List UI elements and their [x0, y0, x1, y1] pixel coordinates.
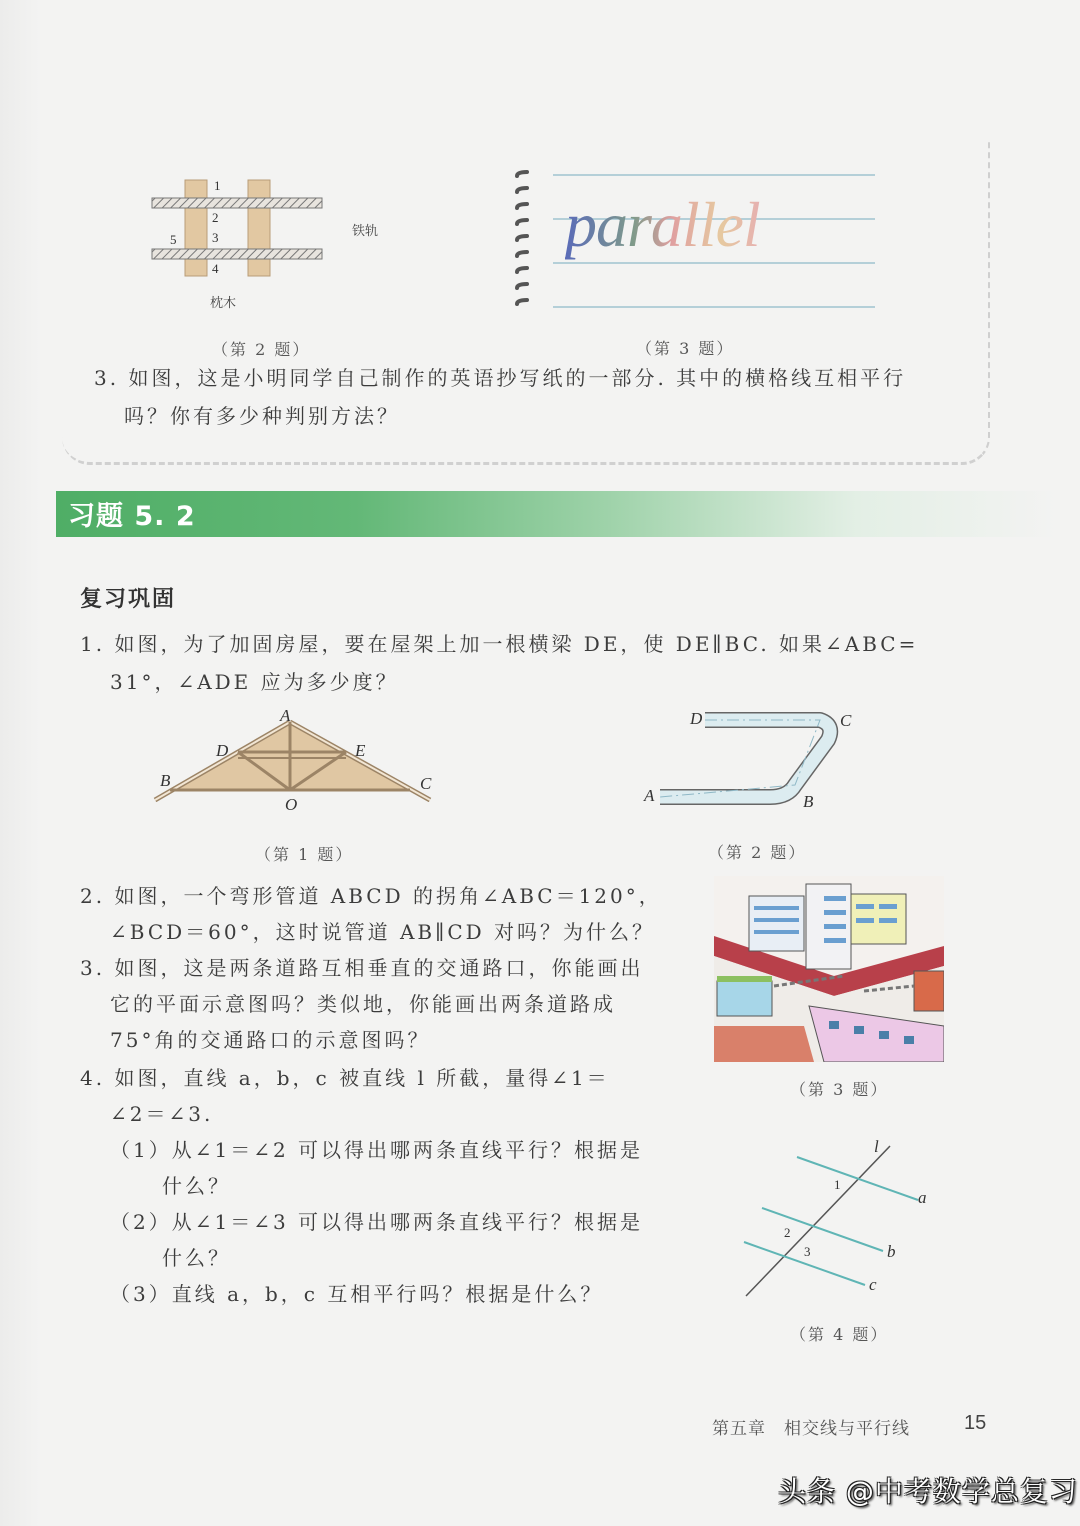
question-4-sub2-line2: 什么？: [162, 1246, 231, 1270]
pipe-figure: [640, 705, 860, 815]
point-label-a: A: [280, 706, 291, 725]
sleeper-label: 枕木: [210, 296, 237, 311]
angle-label-3: 3: [804, 1244, 811, 1259]
point-label-b: B: [160, 771, 171, 790]
point-label-d: D: [216, 741, 229, 760]
line-label-c: c: [869, 1275, 877, 1294]
question-4-line1: 4. 如图，直线 a，b，c 被直线 l 所截，量得∠1＝: [80, 1066, 610, 1090]
angle-label-4: 4: [212, 261, 219, 276]
question-1-line2: 31°，∠ADE 应为多少度？: [110, 670, 399, 694]
question-2-line2: ∠BCD＝60°，这时说管道 AB∥CD 对吗？为什么？: [110, 920, 656, 944]
section-title: 复习巩固: [80, 587, 177, 612]
figure-caption: （第 4 题）: [790, 1325, 889, 1344]
question-3-line1: 3. 如图，这是小明同学自己制作的英语抄写纸的一部分. 其中的横格线互相平行: [94, 366, 907, 390]
question-4-sub1-line2: 什么？: [162, 1174, 231, 1198]
line-label-a: a: [918, 1188, 927, 1207]
watermark: 头条 @中考数学总复习: [778, 1475, 1078, 1508]
point-label-o: O: [285, 795, 298, 814]
question-2-line1: 2. 如图，一个弯形管道 ABCD 的拐角∠ABC＝120°，: [80, 884, 662, 908]
page-edge-shade: [0, 0, 40, 1526]
line-label-l: l: [874, 1137, 879, 1156]
line-label-b: b: [887, 1242, 896, 1261]
point-label-c: C: [420, 774, 432, 793]
question-3-line1: 3. 如图，这是两条道路互相垂直的交通路口，你能画出: [80, 956, 644, 980]
chapter-footer: 第五章 相交线与平行线: [712, 1419, 910, 1439]
angle-label-3: 3: [212, 230, 219, 245]
banner-title: 习题 5. 2: [68, 501, 196, 532]
rail-figure: [140, 170, 400, 320]
question-4-sub2-line1: （2）从∠1＝∠3 可以得出哪两条直线平行？根据是: [110, 1210, 644, 1234]
question-4-sub3: （3）直线 a，b，c 互相平行吗？根据是什么？: [110, 1282, 604, 1306]
rail-label: 铁轨: [352, 224, 379, 239]
transversal-figure: [740, 1140, 940, 1300]
question-4-sub1-line1: （1）从∠1＝∠2 可以得出哪两条直线平行？根据是: [110, 1138, 644, 1162]
parallel-word: parallel: [565, 189, 760, 260]
question-3-line2: 吗？你有多少种判别方法？: [124, 404, 400, 428]
angle-label-5: 5: [170, 232, 177, 247]
crossing-illustration: [714, 876, 944, 1062]
point-label-c: C: [840, 711, 852, 730]
figure-caption: （第 2 题）: [708, 843, 807, 862]
angle-label-1: 1: [214, 178, 221, 193]
figure-caption: （第 2 题）: [212, 340, 311, 359]
roof-figure: [150, 712, 450, 802]
figure-caption: （第 1 题）: [255, 845, 354, 864]
question-1-line1: 1. 如图，为了加固房屋，要在屋架上加一根横梁 DE，使 DE∥BC. 如果∠ABC=: [80, 632, 919, 656]
figure-caption: （第 3 题）: [790, 1080, 889, 1099]
point-label-b: B: [803, 792, 814, 811]
question-3-line3: 75°角的交通路口的示意图吗？: [110, 1028, 431, 1052]
angle-label-2: 2: [212, 210, 219, 225]
exercise-banner: [56, 491, 1056, 537]
point-label-e: E: [355, 741, 366, 760]
page-number: 15: [964, 1412, 987, 1434]
point-label-a: A: [644, 786, 655, 805]
question-4-line2: ∠2＝∠3.: [110, 1102, 214, 1126]
point-label-d: D: [690, 709, 703, 728]
angle-label-2: 2: [784, 1225, 791, 1240]
question-3-line2: 它的平面示意图吗？类似地，你能画出两条道路成: [110, 992, 616, 1016]
angle-label-1: 1: [834, 1177, 841, 1192]
figure-caption: （第 3 题）: [636, 339, 735, 358]
